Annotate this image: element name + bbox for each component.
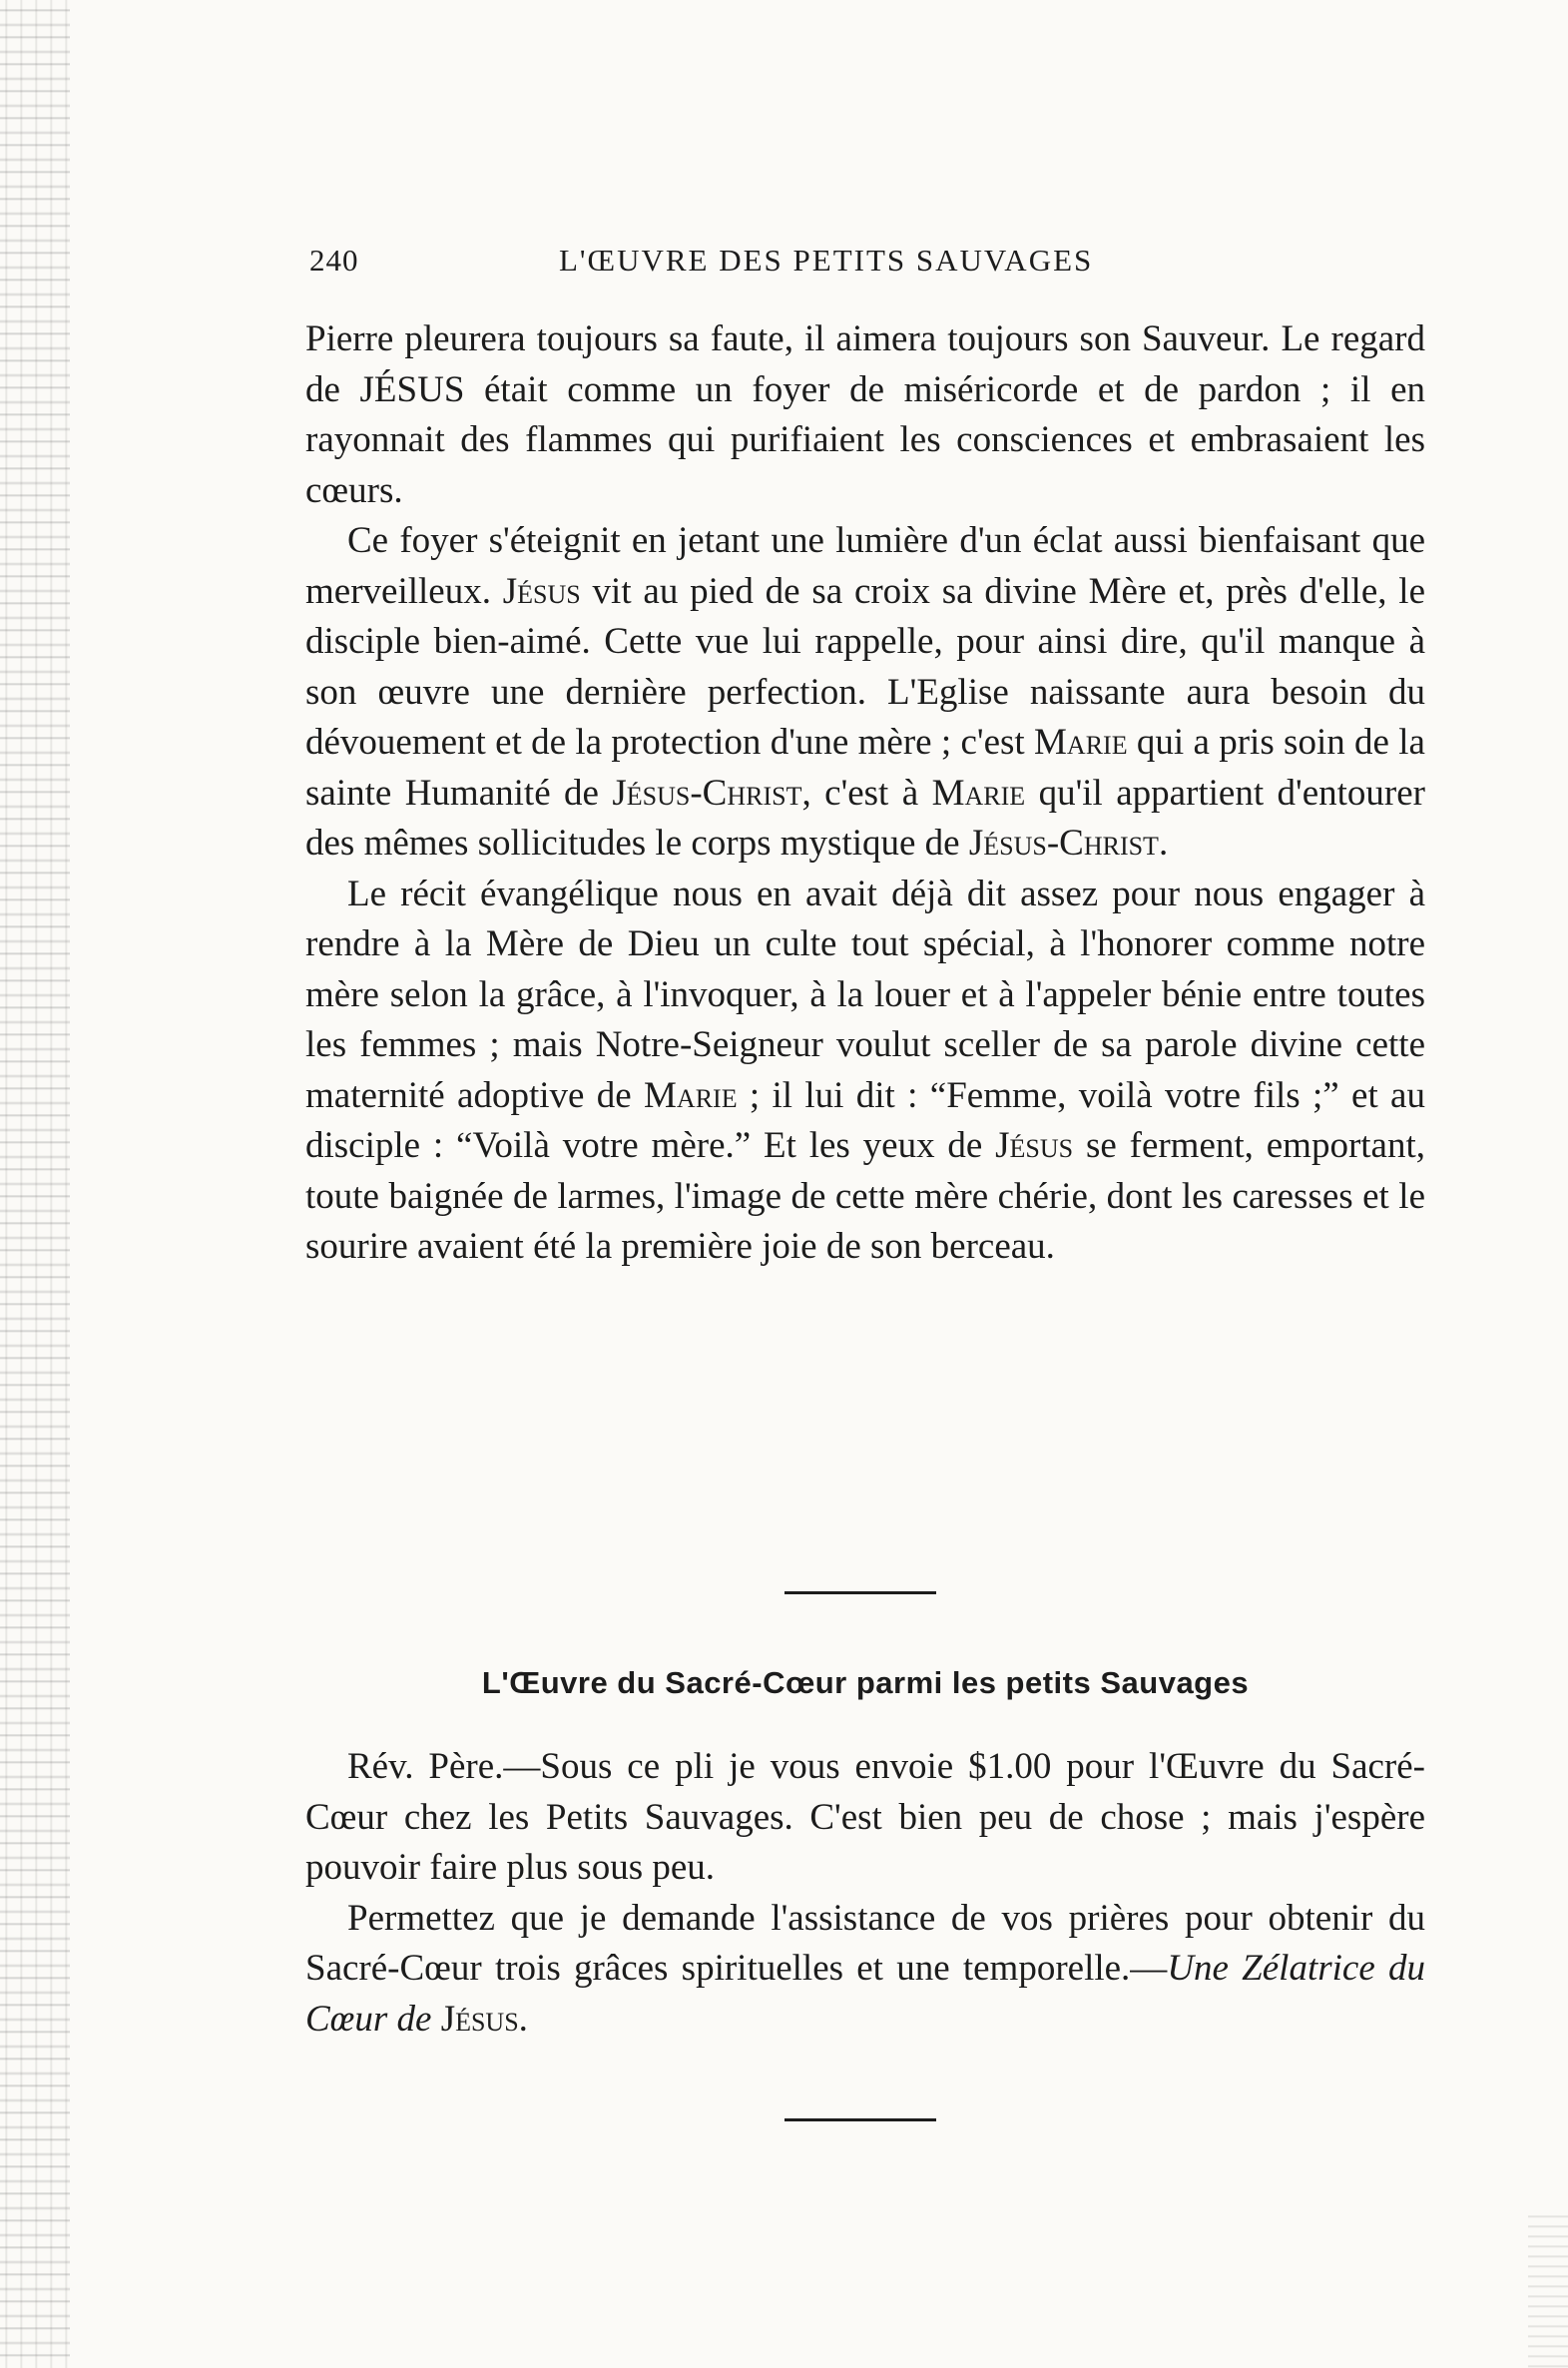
scan-edge-right (1528, 2208, 1568, 2368)
page-number: 240 (309, 243, 359, 278)
name-jesus-christ: Jésus-Christ (612, 772, 802, 814)
section-text (305, 1742, 1425, 2045)
name-jesus: Jésus (440, 1998, 519, 2040)
name-marie: Marie (931, 772, 1026, 814)
paragraph-3: Le récit évangélique nous en avait déjà dit assez pour nous engager à rendre à la Mère de Dieu un culte tout spécial, à l'honorer comme notre mère selon la grâce, à l'invoquer, à la louer et à l'appeler bénie entre toutes les femmes ; mais Notre-Seigneur voulut sceller de sa parole divine cette maternité adoptive de Marie ; il lui dit : “Femme, voilà votre fils ;” et au disciple : “Voilà votre mère.” Et les yeux de Jésus se ferment, emportant, toute baignée de larmes, l'image de cette mère chérie, dont les caresses et le sourire avaient été la première joie de son berceau. (305, 873, 1426, 1267)
running-title: L'ŒUVRE DES PETITS SAUVAGES (559, 243, 1094, 278)
letter-paragraph-1: Rév. Père.—Sous ce pli je vous envoie $1.00 pour l'Œuvre du Sacré-Cœur chez les Petits Sauvages. C'est bien peu de chose ; mais j'espère pouvoir faire plus sous peu. (305, 1746, 1425, 1888)
paragraph-1: Pierre pleurera toujours sa faute, il aimera toujours son Sauveur. Le regard de JÉSUS était comme un foyer de miséricorde et de pardon ; il en rayonnait des flammes qui purifiaient les consciences et embrasaient les cœurs. (305, 318, 1425, 511)
scan-edge-left (0, 0, 70, 2368)
main-text (305, 314, 1425, 1273)
name-jesus: Jésus (995, 1125, 1074, 1166)
signature: Une Zélatrice du Cœur de (305, 1948, 1425, 2040)
name-jesus-christ: Jésus-Christ (968, 823, 1159, 864)
page-header (309, 243, 1424, 283)
name-jesus: Jésus (502, 570, 581, 612)
section-heading: L'Œuvre du Sacré-Cœur parmi les petits Sauvages (481, 1665, 1250, 1700)
name-marie: Marie (644, 1074, 738, 1116)
name-marie: Marie (1034, 722, 1128, 763)
closing-divider (784, 2118, 936, 2121)
letter-paragraph-2: Permettez que je demande l'assistance de vos prières pour obtenir du Sacré-Cœur trois grâces spirituelles et une temporelle.—Une Zélatrice du Cœur de Jésus. (305, 1897, 1425, 2040)
section-divider (784, 1591, 936, 1594)
paragraph-2: Ce foyer s'éteignit en jetant une lumière d'un éclat aussi bienfaisant que merveilleux. Jésus vit au pied de sa croix sa divine Mère et, près d'elle, le disciple bien-aimé. Cette vue lui rappelle, pour ainsi dire, qu'il manque à son œuvre une dernière perfection. L'Eglise naissante aura besoin du dévouement et de la protection d'une mère ; c'est Marie qui a pris soin de la sainte Humanité de Jésus-Christ, c'est à Marie qu'il appartient d'entourer des mêmes sollicitudes le corps mystique de Jésus-Christ. (305, 520, 1426, 864)
